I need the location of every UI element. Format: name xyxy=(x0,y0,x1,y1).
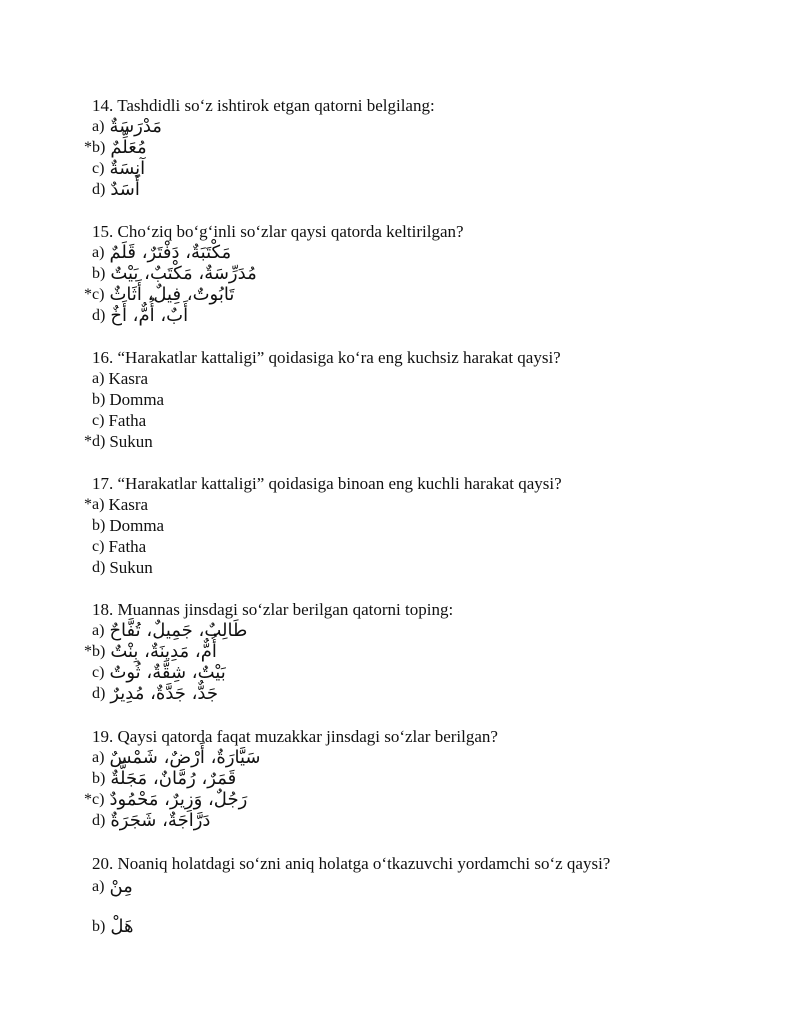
option-value: مُعَلِّمٌ xyxy=(110,137,147,158)
question-title: 16. “Harakatlar kattaligi” qoidasiga ko‘ra eng kuchsiz harakat qaysi? xyxy=(92,348,561,367)
answer-mark: * xyxy=(84,433,92,450)
answer-mark: * xyxy=(84,139,92,156)
option-d xyxy=(80,431,780,452)
option-d xyxy=(80,305,780,326)
option-value: تَابُوتٌ، فِيلٌ، أَثَاثٌ xyxy=(109,284,235,305)
option-key: b) xyxy=(92,643,106,660)
option-key: d) xyxy=(92,307,106,324)
option-d xyxy=(80,179,780,200)
option-b xyxy=(80,515,780,536)
option-value: أُمٌّ، مَدِينَةٌ، بِنْتٌ xyxy=(110,641,217,662)
question-20 xyxy=(80,853,780,937)
option-value: هَلْ xyxy=(110,916,134,937)
answer-mark: * xyxy=(84,643,92,660)
question-16 xyxy=(80,347,780,452)
option-value: أَبٌ، أُمٌّ، أَخٌ xyxy=(110,305,189,326)
answer-mark: * xyxy=(84,286,92,303)
option-key: a) xyxy=(92,749,105,766)
option-c xyxy=(80,284,780,305)
option-d xyxy=(80,557,780,578)
option-value: رَجُلٌ، وَزِيرٌ، مَحْمُودٌ xyxy=(109,789,248,810)
question-title: 20. Noaniq holatdagi so‘zni aniq holatga o‘tkazuvchi yordamchi so‘z qaysi? xyxy=(92,854,611,873)
option-a xyxy=(80,368,780,389)
question-15 xyxy=(80,221,780,326)
option-key: c) xyxy=(92,286,105,303)
option-value: بَيْتٌ، شِقَّةٌ، ثُوتٌ xyxy=(109,662,226,683)
option-key: b) xyxy=(92,918,106,935)
option-key: c) xyxy=(92,538,105,555)
option-key: b) xyxy=(92,391,106,408)
option-key: a) xyxy=(92,370,105,387)
option-key: d) xyxy=(92,685,106,702)
answer-mark: * xyxy=(84,791,92,808)
option-value: طَالِبٌ، جَمِيلٌ، تُفَّاحٌ xyxy=(109,620,248,641)
option-value: Kasra xyxy=(108,495,149,514)
option-key: d) xyxy=(92,559,106,576)
option-key: b) xyxy=(92,770,106,787)
option-value: دَرَّاجَةٌ، شَجَرَةٌ xyxy=(110,810,211,831)
option-c xyxy=(80,158,780,179)
option-value: آنِسَةٌ xyxy=(109,158,146,179)
question-title: 17. “Harakatlar kattaligi” qoidasiga binoan eng kuchli harakat qaysi? xyxy=(92,474,562,493)
option-c xyxy=(80,536,780,557)
option-value: سَيَّارَةٌ، أَرْضٌ، شَمْسٌ xyxy=(109,747,261,768)
option-b xyxy=(80,641,780,662)
option-value: مُدَرِّسَةٌ، مَكْتَبٌ، بَيْتٌ xyxy=(110,263,257,284)
option-c xyxy=(80,789,780,810)
option-key: b) xyxy=(92,265,106,282)
question-19 xyxy=(80,726,780,831)
option-a xyxy=(80,242,780,263)
option-a xyxy=(80,620,780,641)
option-key: d) xyxy=(92,812,106,829)
option-key: a) xyxy=(92,118,105,135)
option-key: c) xyxy=(92,160,105,177)
question-title: 15. Cho‘ziq bo‘g‘inli so‘zlar qaysi qatorda keltirilgan? xyxy=(92,222,464,241)
option-value: Kasra xyxy=(108,369,149,388)
option-value: Sukun xyxy=(109,558,153,577)
option-b xyxy=(80,916,780,937)
answer-mark: * xyxy=(84,496,92,513)
option-key: c) xyxy=(92,412,105,429)
option-key: a) xyxy=(92,622,105,639)
option-d xyxy=(80,683,780,704)
option-value: Fatha xyxy=(108,537,147,556)
option-value: Domma xyxy=(109,516,165,535)
option-a xyxy=(80,747,780,768)
question-18 xyxy=(80,599,780,704)
option-value: قَمَرٌ، رُمَّانٌ، مَجَلَّةٌ xyxy=(110,768,237,789)
question-title: 19. Qaysi qatorda faqat muzakkar jinsdagi so‘zlar berilgan? xyxy=(92,727,498,746)
option-key: d) xyxy=(92,433,106,450)
question-14 xyxy=(80,95,780,200)
option-value: Sukun xyxy=(109,432,153,451)
option-a xyxy=(80,876,780,897)
option-key: c) xyxy=(92,664,105,681)
option-key: c) xyxy=(92,791,105,808)
option-value: مَدْرَسَةٌ xyxy=(109,116,162,137)
option-key: d) xyxy=(92,181,106,198)
question-17 xyxy=(80,473,780,578)
option-c xyxy=(80,410,780,431)
option-c xyxy=(80,662,780,683)
option-key: a) xyxy=(92,496,105,513)
option-value: Domma xyxy=(109,390,165,409)
option-a xyxy=(80,116,780,137)
option-d xyxy=(80,810,780,831)
option-key: b) xyxy=(92,139,106,156)
option-value: أَسَدٌ xyxy=(110,179,140,200)
option-value: مَكْتَبَةٌ، دَفْتَرٌ، قَلَمٌ xyxy=(109,242,232,263)
option-b xyxy=(80,137,780,158)
question-title: 18. Muannas jinsdagi so‘zlar berilgan qatorni toping: xyxy=(92,600,454,619)
option-value: مِنْ xyxy=(109,876,133,897)
option-key: a) xyxy=(92,878,105,895)
option-key: a) xyxy=(92,244,105,261)
option-b xyxy=(80,768,780,789)
option-key: b) xyxy=(92,517,106,534)
option-a xyxy=(80,494,780,515)
option-value: جَدٌّ، جَدَّةٌ، مُدِيرٌ xyxy=(110,683,219,704)
option-value: Fatha xyxy=(108,411,147,430)
option-b xyxy=(80,263,780,284)
question-title: 14. Tashdidli so‘z ishtirok etgan qatorni belgilang: xyxy=(92,96,435,115)
option-b xyxy=(80,389,780,410)
